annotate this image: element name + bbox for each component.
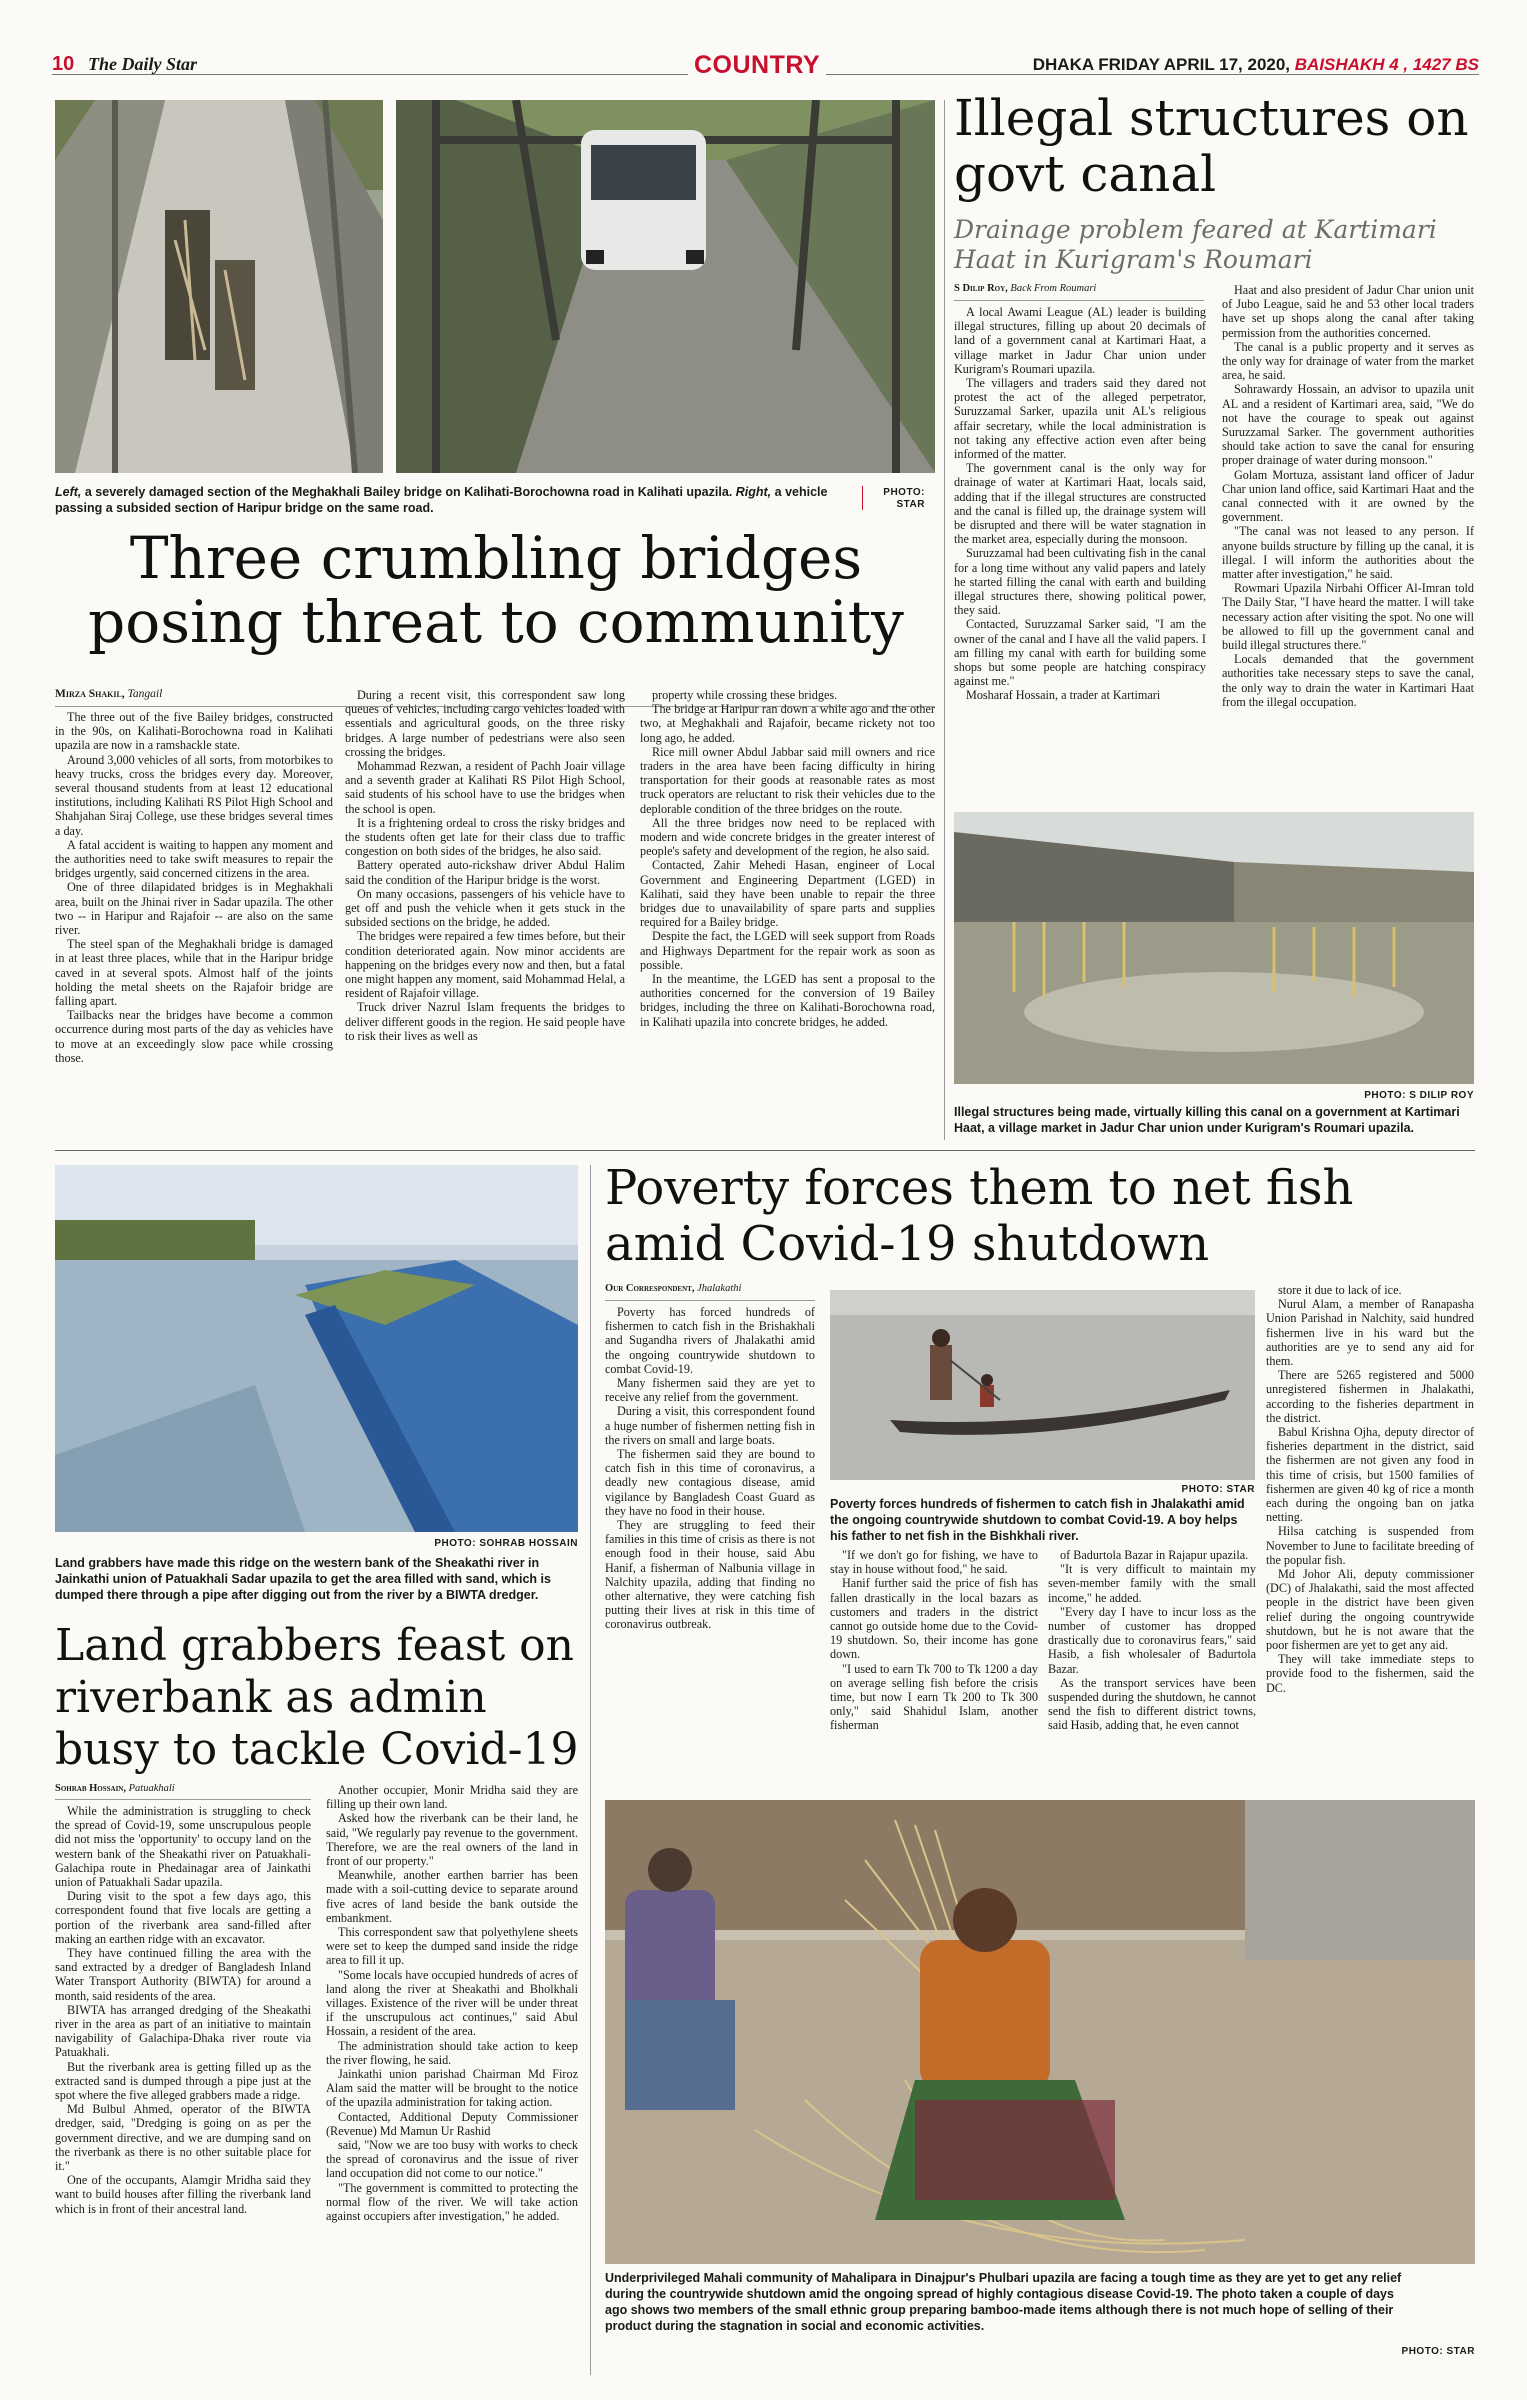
dateline [1033, 55, 1479, 75]
article-paragraph: In the meantime, the LGED has sent a proposal to the authorities concerned for the conversion of 19 Bailey bridges, including the three on Kalihati-Borochowna road, in Kalihati upazila into concrete bridges, he added. [640, 972, 935, 1029]
bridge-photo-vehicle [396, 100, 935, 473]
article-paragraph: They have continued filling the area with the sand extracted by a dredger of Bangladesh Inland Water Transport Authority (BIWTA) for around a month, said residents of the area. [55, 1946, 311, 2003]
byline-name: Mirza Shakil, [55, 688, 125, 700]
fishing-caption: Poverty forces hundreds of fishermen to catch fish in Jhalakathi amid the ongoing countrywide shutdown to combat Covid-19. A boy helps his father to net fish in the Bishkhali river. [830, 1497, 1245, 1543]
article-paragraph: store it due to lack of ice. [1278, 1283, 1402, 1297]
article-paragraph: said, "Now we are too busy with works to check the spread of coronavirus and the issue of river land occupation did not come to our notice." [326, 2138, 578, 2181]
article-paragraph: "If we don't go for fishing, we have to stay in house without food," he said. [830, 1548, 1038, 1577]
article-paragraph: Golam Mortuza, assistant land officer of Jadur Char union land office, said Kartimari Haat and the canal connected with it are owned by the government. [1222, 467, 1474, 525]
article-paragraph: Tailbacks near the bridges have become a common occurrence during most parts of the day as vehicles have to move at an exceedingly slow pace while crossing those. [55, 1008, 333, 1065]
article-paragraph: On many occasions, passengers of his vehicle have to get off and push the vehicle when it gets stuck in the subsided sections on the bridge, he added. [345, 886, 625, 930]
canal-byline [954, 283, 1096, 294]
article-paragraph: The bridges were repaired a few times before, but their condition deteriorated again. Now minor accidents are happening on the bridges every now and then, but a fatal one might happen any moment, said Mohammad Helal, a resident of Rajafoir village. [345, 929, 626, 1001]
article-paragraph: Rice mill owner Abdul Jabbar said mill owners and rice traders in the area have been facing difficulty in hiring transportation for their goods at reasonable rates as most truck operators are reluctant to risk their vehicles due to the deplorable condition of the three bridges on the route. [640, 744, 935, 816]
article-paragraph: property while crossing these bridges. [652, 688, 838, 702]
credit-label: PHOTO: [883, 487, 925, 498]
article-paragraph: Many fishermen said they are yet to receive any relief from the government. [605, 1376, 815, 1405]
byline-name: Our Correspondent, [605, 1283, 695, 1294]
article-paragraph: Locals demanded that the government authorities take necessary steps to save the canal, the only way to drain the water in Kartimari Haat from the illegal occupation. [1222, 652, 1474, 709]
fishing-image [830, 1290, 1255, 1480]
bridges-column-3 [640, 688, 935, 1029]
bridge-photo-credit [880, 487, 925, 511]
riverbank-image [55, 1165, 578, 1532]
fish-headline: Poverty forces them to net fish amid Covid-19 shutdown [605, 1160, 1354, 1272]
article-paragraph: Haat and also president of Jadur Char union unit of Jubo League, said he and 53 other local traders have set up shops along the canal after taking permission from the authorities concerned. [1222, 283, 1474, 340]
article-paragraph: Md Johor Ali, deputy commissioner (DC) of Jhalakathi, said the most affected people in the district have been given relief during the ongoing countrywide shutdown, but he is not aware that the poor fishermen are yet to get any aid. [1266, 1567, 1474, 1653]
article-paragraph: A fatal accident is waiting to happen any moment and the authorities need to take swift measures to repair the bridges urgently, said concerned citizens in the area. [55, 837, 333, 881]
column-divider [944, 100, 945, 1140]
page-number: 10 [52, 53, 75, 75]
article-paragraph: One of the occupants, Alamgir Mridha said they want to build houses after filling the riverbank land which is in front of their ancestral land. [55, 2173, 311, 2216]
bengali-date: BAISHAKH 4 , 1427 BS [1294, 55, 1479, 74]
canal-headline: Illegal structures on govt canal [954, 89, 1469, 203]
fish-column-3 [1048, 1548, 1256, 1733]
article-paragraph: Mosharaf Hossain, a trader at Kartimari [966, 688, 1161, 703]
fish-byline-rule [605, 1300, 815, 1301]
column-divider [590, 1165, 591, 2375]
fish-column-2 [830, 1548, 1038, 1733]
section-title: COUNTRY [688, 51, 826, 80]
land-headline: Land grabbers feast on riverbank as admin busy to tackle Covid-19 [55, 1620, 579, 1775]
article-paragraph: Asked how the riverbank can be their land, he said, "We regularly pay revenue to the government. Therefore, we are the real owners of the land in front of our property." [326, 1811, 578, 1869]
bridges-column-2 [345, 688, 625, 1043]
article-paragraph: During visit to the spot a few days ago, this correspondent found that five locals are getting a portion of the riverbank area sand-filled after making an earthen ridge with an excavator. [55, 1889, 311, 1946]
byline-place: Patuakhali [128, 1783, 175, 1794]
caption-left-label: Left, [55, 485, 82, 499]
article-paragraph: This correspondent saw that polyethylene sheets were set to keep the dumped sand inside the ridge area to fill it up. [326, 1925, 578, 1968]
bridge-photo-damaged [55, 100, 383, 473]
byline-place: Tangail [127, 688, 163, 700]
article-paragraph: The fishermen said they are bound to catch fish in this time of coronavirus, a deadly new contagious disease, amid vigilance by Bangladesh Coast Guard as they have no food in their house. [605, 1447, 815, 1518]
credit-marker [862, 486, 863, 510]
land-byline-rule [55, 1799, 311, 1800]
article-paragraph: Md Bulbul Ahmed, operator of the BIWTA dredger, said, "Dredging is going on as per the government directive, and we are dumping sand on the riverbank as there is no other suitable place for it." [55, 2102, 311, 2174]
article-paragraph: The administration should take action to keep the river flowing, he said. [326, 2038, 578, 2067]
bridges-byline [55, 688, 162, 700]
article-paragraph: "Every day I have to incur loss as the number of customer has dropped drastically due to coronavirus fears," said Hasib, a fish wholesaler of Badurtola Bazar. [1048, 1604, 1256, 1676]
mahali-image [605, 1800, 1475, 2264]
article-paragraph: They are struggling to feed their families in this time of crisis as there is not enough food in their house, said Abu Hanif, a fisherman of Nalbunia village in Nalchity upazila, adding that finding no other alternative, they were catching fish putting their lives at risk in this time of coronavirus outbreak. [605, 1518, 815, 1632]
article-paragraph: Battery operated auto-rickshaw driver Abdul Halim said the condition of the Haripur bridge is the worst. [345, 858, 625, 887]
byline-name: S Dilip Roy, [954, 283, 1008, 294]
article-paragraph: All the three bridges now need to be replaced with modern and wide concrete bridges in the greater interest of people's safety and development of the region, he also said. [640, 815, 935, 859]
article-paragraph: Contacted, Suruzzamal Sarker said, "I am the owner of the canal and I have all the valid papers. I am filling my canal with earth for building some shops but some people are hatching conspiracy against me." [954, 617, 1206, 689]
canal-photo [954, 812, 1474, 1084]
canal-image [954, 812, 1474, 1084]
article-paragraph: "The canal was not leased to any person. If anyone builds structure by filling up the canal, it is illegal. I will inform the authorities about the matter after investigation," he said. [1222, 524, 1474, 582]
riverbank-caption: Land grabbers have made this ridge on the western bank of the Sheakathi river in Jainkathi union of Patuakhali Sadar upazila to get the area filled with sand, which is dumped there through a pipe after digging out from the river by a BIWTA dredger. [55, 1556, 551, 1602]
article-paragraph: Around 3,000 vehicles of all sorts, from motorbikes to heavy trucks, cross the bridges every day. Moreover, several thousand students from at least 12 educational institutions, including Kalihati RS Pilot High School and Shahjahan Siraj College, use these bridges several times a day. [55, 752, 333, 838]
fishing-photo [830, 1290, 1255, 1480]
article-paragraph: The canal is a public property and it serves as the only way for drainage of water from the market area, he said. [1222, 339, 1474, 383]
fish-byline [605, 1283, 741, 1294]
article-paragraph: Meanwhile, another earthen barrier has been made with a soil-cutting device to separate around five acres of land beside the bank outside the embankment. [326, 1868, 578, 1925]
article-paragraph: They will take immediate steps to provide food to the fishermen, said the DC. [1266, 1652, 1474, 1695]
caption-right-label: Right, [735, 485, 772, 499]
article-paragraph: The bridge at Haripur ran down a while ago and the other two, at Meghakhali and Rajafoir, became rickety not too long ago, he added. [640, 702, 935, 745]
riverbank-photo [55, 1165, 578, 1532]
article-paragraph: During a recent visit, this correspondent saw long queues of vehicles, including cargo vehicles loaded with essentials and agricultural goods, on the three risky bridges. A large number of pedestrians were also seen crossing the bridges. [345, 688, 625, 759]
fish-column-4 [1266, 1283, 1474, 1695]
article-paragraph: One of three dilapidated bridges is in Meghakhali area, built on the Jhinai river in Sadar upazila. The other two -- in Haripur and Rajafoir -- are also on the same river. [55, 880, 333, 938]
article-paragraph: But the riverbank area is getting filled up as the extracted sand is dumped through a pipe just at the spot where the five alleged grabbers made a ridge. [55, 2059, 311, 2103]
article-paragraph: Hanif further said the price of fish has fallen drastically in the local bazars as customers and traders in the district cannot go outside home due to the Covid-19 shutdown. So, their income has gone down. [830, 1576, 1038, 1662]
canal-byline-rule [954, 300, 1204, 301]
byline-place: Back From Roumari [1010, 283, 1097, 294]
mahali-caption: Underprivileged Mahali community of Mahalipara in Dinajpur's Phulbari upazila are facing a tough time as they are yet to get any relief during the countrywide shutdown amid the ongoing spread of highly contagious disease Covid-19. The photo taken a couple of days ago shows two members of the small ethnic group preparing bamboo-made items although there is not much hope of selling of their product during the stagnation in social and economic activities. [605, 2271, 1402, 2333]
canal-column-1 [954, 305, 1206, 703]
article-paragraph: Suruzzamal had been cultivating fish in the canal for a long time without any valid papers and lately he started filling the canal with earth and building illegal structures there, showing political power, they said. [954, 546, 1206, 618]
article-paragraph: The government canal is the only way for drainage of water at Kartimari Haat, locals said, adding that if the illegal structures are constructed and the canal is filled up, the drainage system will be disrupted and there will be water stagnation in the market area, especially during the monsoon. [954, 461, 1206, 547]
credit-source: STAR [896, 499, 925, 510]
caption-right-text: a vehicle passing a subsided section of Haripur bridge on the same road. [55, 485, 828, 515]
article-paragraph: Despite the fact, the LGED will seek support from Roads and Highways Department for the repair work as soon as possible. [640, 929, 935, 972]
article-paragraph: Poverty has forced hundreds of fishermen to catch fish in the Brishakhali and Sugandha rivers of Jhalakathi amid the ongoing countrywide shutdown to combat Covid-19. [605, 1305, 815, 1376]
article-paragraph: "Some locals have occupied hundreds of acres of land along the river at Sheakathi and Bholkhali villages. Existence of the river will be under threat if the unscrupulous act continues," said Abul Hossain, a resident of the area. [326, 1967, 578, 2039]
article-paragraph: "I used to earn Tk 700 to Tk 1200 a day on average selling fish before the crisis time, but now I earn Tk 200 to Tk 300 only," said Shahidul Islam, another fisherman [830, 1661, 1038, 1733]
article-paragraph: The three out of the five Bailey bridges, constructed in the 90s, on Kalihati-Borochowna road in Kalihati upazila are now in a ramshackle state. [55, 710, 333, 753]
date-text: DHAKA FRIDAY APRIL 17, 2020, [1032, 55, 1291, 74]
article-paragraph: As the transport services have been suspended during the shutdown, he cannot send the fish to different district towns, said Hasib, adding that, he even cannot [1048, 1675, 1256, 1733]
bridges-column-1 [55, 710, 333, 1065]
article-paragraph: Babul Krishna Ojha, deputy director of fisheries department in the district, said the fishermen are not given any food in this time of crisis, but 1500 families of fishermen are given 40 kg of rice a month each during the ongoing ban on jatka netting. [1266, 1425, 1474, 1525]
bridges-headline: Three crumbling bridges posing threat to community [88, 524, 904, 656]
article-paragraph: Jainkathi union parishad Chairman Md Firoz Alam said the matter will be brought to the notice of the upazila administration for taking action. [326, 2067, 578, 2110]
article-paragraph: "It is very difficult to maintain my seven-member family with the small income," he added. [1048, 1562, 1256, 1605]
article-paragraph: of Badurtola Bazar in Rajapur upazila. [1060, 1548, 1249, 1562]
byline-place: Jhalakathi [697, 1283, 742, 1294]
mahali-photo-credit: PHOTO: STAR [1401, 2346, 1475, 2357]
canal-caption: Illegal structures being made, virtually killing this canal on a government at Kartimari Haat, a village market in Jadur Char union under Kurigram's Roumari upazila. [954, 1105, 1460, 1135]
article-paragraph: While the administration is struggling to check the spread of Covid-19, some unscrupulous people did not miss the 'opportunity' to occupy land on the western bank of the Sheakathi river on Patuakhali-Galachipa route in Phedainagar area of Jainkathi union of Patuakhali Sadar upazila. [55, 1804, 311, 1890]
riverbank-photo-credit: PHOTO: SOHRAB HOSSAIN [434, 1538, 578, 1549]
article-paragraph: Truck driver Nazrul Islam frequents the bridges to deliver different goods in the region. He said people have to risk their lives as well as [345, 1000, 625, 1043]
article-paragraph: Hilsa catching is suspended from November to June to facilitate breeding of the popular fish. [1266, 1524, 1474, 1567]
article-paragraph: It is a frightening ordeal to cross the risky bridges and the students often get late for their class due to traffic congestion on both sides of the bridges, he also said. [345, 815, 625, 859]
article-paragraph: Contacted, Additional Deputy Commissioner (Revenue) Md Mamun Ur Rashid [326, 2109, 578, 2138]
article-paragraph: During a visit, this correspondent found a huge number of fishermen netting fish in the rivers on small and large boats. [605, 1404, 815, 1447]
article-paragraph: Another occupier, Monir Mridha said they are filling up their own land. [326, 1783, 578, 1812]
article-paragraph: A local Awami League (AL) leader is building illegal structures, filling up about 20 decimals of land of a government canal at Kartimari Haat, a village market in Jadur Char union under Kurigram's Roumari upazila. [954, 305, 1206, 376]
page-divider [55, 1150, 1475, 1151]
land-byline [55, 1783, 175, 1794]
caption-left-text: a severely damaged section of the Meghakhali Bailey bridge on Kalihati-Borochowna road in Kalihati upazila. [84, 485, 733, 499]
land-column-1 [55, 1804, 311, 2216]
canal-column-2 [1222, 283, 1474, 709]
bridge-damaged-image [55, 100, 383, 473]
article-paragraph: "The government is committed to protecting the normal flow of the river. We will take action against occupiers after investigation," he added. [326, 2180, 578, 2224]
byline-name: Sohrab Hossain, [55, 1783, 126, 1794]
land-column-2 [326, 1783, 578, 2223]
canal-photo-credit: PHOTO: S DILIP ROY [1364, 1090, 1474, 1101]
canal-subhead: Drainage problem feared at Kartimari Haat in Kurigram's Roumari [954, 215, 1437, 274]
mahali-photo [605, 1800, 1475, 2264]
article-paragraph: Nurul Alam, a member of Ranapasha Union Parishad in Nalchity, said hundred fishermen live in his ward but the authorities are ye to send any aid for them. [1266, 1297, 1474, 1369]
article-paragraph: The steel span of the Meghakhali bridge is damaged in at least three places, while that in the Haripur bridge caved in at several spots. Almost half of the joints holding the metal sheets on the Rajafoir bridge are falling apart. [55, 937, 333, 1009]
article-paragraph: The villagers and traders said they dared not protest the act of the alleged perpetrator, Suruzzamal Sarker, upazila unit AL's religious affair secretary, while the local administration is not taking any effective action even after being informed of the matter. [954, 376, 1206, 462]
fish-column-1 [605, 1305, 815, 1632]
article-paragraph: Sohrawardy Hossain, an advisor to upazila unit AL and a resident of Kartimari area, said, "We do not have the courage to speak out against Suruzzamal Sarker. The government authorities should take action to save the canal for ensuring proper drainage of water during monsoon." [1222, 382, 1474, 468]
masthead-logo: The Daily Star [88, 54, 198, 74]
article-paragraph: Contacted, Zahir Mehedi Hasan, engineer of Local Government and Engineering Department (LGED) in Kalihati, said they have been unable to repair the three bridges due to unavailability of spare parts and supplies required for a Bailey bridge. [640, 858, 935, 930]
article-paragraph: There are 5265 registered and 5000 unregistered fishermen in Jhalakathi, according to the fisheries department in the district. [1266, 1368, 1474, 1425]
bridge-caption [55, 484, 855, 516]
article-paragraph: BIWTA has arranged dredging of the Sheakathi river in the area as part of an initiative to maintain navigability of Galachipa-Dhaka river route via Patuakhali. [55, 2002, 311, 2060]
article-paragraph: Mohammad Rezwan, a resident of Pachh Joair village and a seventh grader at Kalihati RS Pilot High School, said students of his school have to use the bridges when the school is open. [345, 759, 625, 816]
fishing-photo-credit: PHOTO: STAR [1181, 1484, 1255, 1495]
article-paragraph: Rowmari Upazila Nirbahi Officer Al-Imran told The Daily Star, "I have heard the matter. I will take necessary action after visiting the spot. No one will be allowed to fill up the government canal and build illegal structures there." [1222, 581, 1474, 653]
bridge-vehicle-image [396, 100, 935, 473]
